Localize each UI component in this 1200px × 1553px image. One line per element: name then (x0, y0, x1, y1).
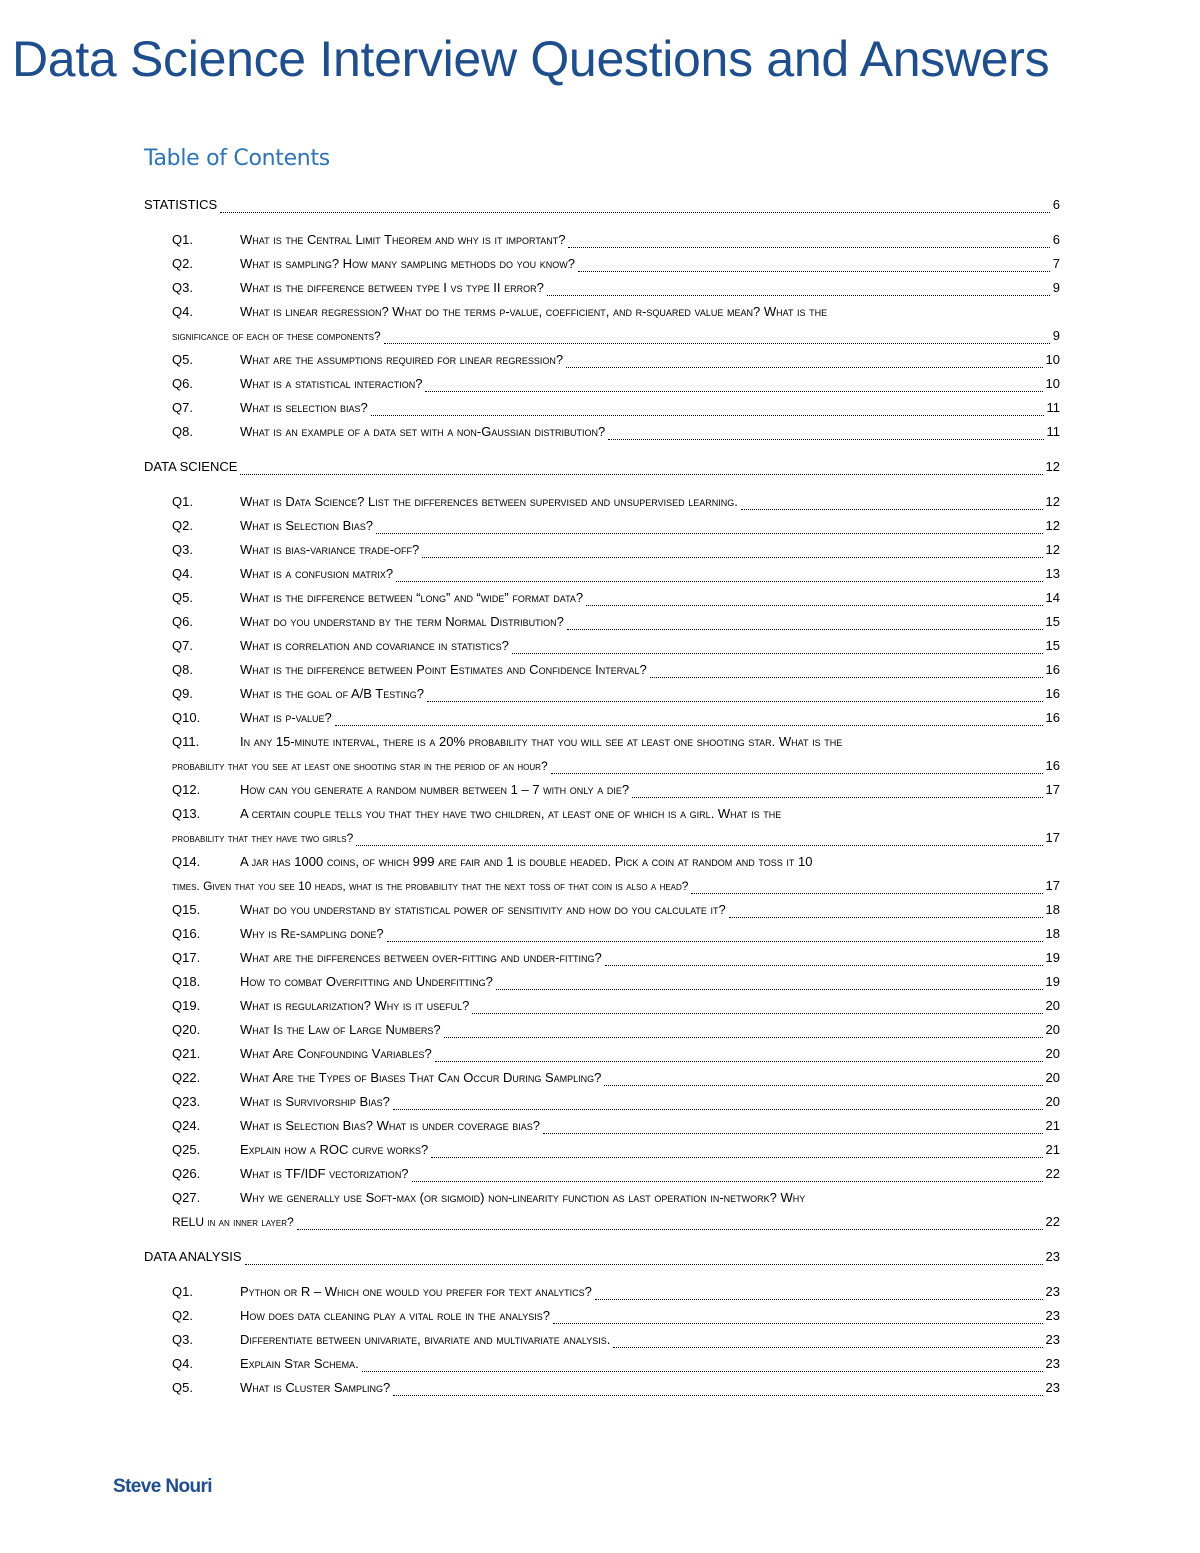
toc-entry-text: What is Selection Bias? (240, 518, 374, 533)
toc-page-number: 22 (1045, 1166, 1060, 1181)
toc-entry-number: Q5. (172, 352, 193, 367)
toc-leader-dots (472, 1012, 1042, 1014)
toc-entry[interactable] (144, 1166, 1060, 1186)
toc-entry-text: Python or R – Which one would you prefer for text analytics? (240, 1284, 592, 1299)
toc-entry[interactable] (144, 256, 1060, 276)
toc-leader-dots (396, 580, 1042, 582)
toc-page-number: 23 (1045, 1249, 1060, 1264)
toc-entry-number: Q5. (172, 590, 193, 605)
toc-entry-text: times. Given that you see 10 heads, what is the probability that the next toss of that coin is also a head? (172, 879, 689, 893)
toc-entry-number: Q1. (172, 232, 193, 247)
toc-entry[interactable] (144, 232, 1060, 252)
toc-entry[interactable] (144, 734, 1060, 754)
toc-page-number: 15 (1045, 614, 1060, 629)
toc-section-label: DATA ANALYSIS (144, 1249, 242, 1264)
toc-entry[interactable] (144, 1118, 1060, 1138)
toc-page-number: 15 (1045, 638, 1060, 653)
toc-entry-text: What Is the Law of Large Numbers? (240, 1022, 441, 1037)
toc-entry[interactable] (144, 1142, 1060, 1162)
toc-entry[interactable] (144, 638, 1060, 658)
toc-leader-dots (384, 342, 1050, 344)
toc-entry[interactable] (144, 998, 1060, 1018)
toc-page-number: 17 (1045, 830, 1060, 845)
toc-entry-number: Q3. (172, 1332, 193, 1347)
toc-entry[interactable] (144, 376, 1060, 396)
toc-entry[interactable] (144, 1356, 1060, 1376)
toc-entry-text: Why we generally use Soft-max (or sigmoid) non-linearity function as last operation in-network? Why (240, 1190, 806, 1205)
toc-page-number: 12 (1045, 459, 1060, 474)
toc-leader-dots (431, 1156, 1042, 1158)
toc-entry-number: Q11. (172, 734, 200, 749)
toc-page-number: 16 (1045, 662, 1060, 677)
toc-page-number: 23 (1045, 1332, 1060, 1347)
toc-entry[interactable] (144, 1308, 1060, 1328)
toc-entry[interactable] (144, 518, 1060, 538)
toc-entry[interactable] (144, 614, 1060, 634)
toc-leader-dots (356, 844, 1042, 846)
toc-entry-text: What Are Confounding Variables? (240, 1046, 432, 1061)
toc-page-number: 6 (1052, 197, 1060, 212)
toc-page-number: 10 (1045, 352, 1060, 367)
toc-leader-dots (553, 1322, 1043, 1324)
toc-entry[interactable] (144, 304, 1060, 324)
toc-leader-dots (605, 964, 1043, 966)
toc-leader-dots (729, 916, 1043, 918)
toc-entry-text: Explain Star Schema. (240, 1356, 359, 1371)
toc-entry-number: Q17. (172, 950, 201, 965)
toc-entry-text: What is Survivorship Bias? (240, 1094, 390, 1109)
toc-page-number: 21 (1045, 1118, 1060, 1133)
toc-page-number: 13 (1045, 566, 1060, 581)
toc-entry[interactable] (144, 1214, 1060, 1234)
toc-entry-number: Q2. (172, 256, 193, 271)
toc-section-entry[interactable] (144, 1249, 1060, 1269)
toc-entry-text: What is the goal of A/B Testing? (240, 686, 424, 701)
toc-entry-number: Q21. (172, 1046, 201, 1061)
toc-leader-dots (650, 676, 1043, 678)
toc-heading: Table of Contents (144, 146, 330, 171)
toc-leader-dots (566, 366, 1042, 368)
toc-page-number: 7 (1052, 256, 1060, 271)
toc-entry-text: A certain couple tells you that they have two children, at least one of which is a girl. What is the (240, 806, 782, 821)
toc-entry[interactable] (144, 352, 1060, 372)
toc-entry-text: What is an example of a data set with a non-Gaussian distribution? (240, 424, 606, 439)
toc-entry-text: probability that they have two girls? (172, 831, 354, 845)
toc-entry-number: Q20. (172, 1022, 201, 1037)
toc-entry-number: Q22. (172, 1070, 201, 1085)
toc-leader-dots (567, 628, 1043, 630)
toc-page-number: 12 (1045, 542, 1060, 557)
toc-entry-number: Q15. (172, 902, 201, 917)
toc-entry[interactable] (144, 782, 1060, 802)
toc-leader-dots (613, 1346, 1042, 1348)
toc-entry-text: What do you understand by statistical power of sensitivity and how do you calculate it? (240, 902, 726, 917)
toc-entry[interactable] (144, 542, 1060, 562)
toc-entry-text: Why is Re-sampling done? (240, 926, 384, 941)
toc-entry-number: Q26. (172, 1166, 201, 1181)
toc-leader-dots (422, 556, 1042, 558)
toc-page-number: 17 (1045, 782, 1060, 797)
toc-entry-number: Q1. (172, 1284, 193, 1299)
toc-entry-text: What is the Central Limit Theorem and why is it important? (240, 232, 566, 247)
toc-entry-text: What is sampling? How many sampling methods do you know? (240, 256, 575, 271)
toc-entry[interactable] (144, 328, 1060, 348)
toc-leader-dots (551, 772, 1043, 774)
toc-page-number: 20 (1045, 1022, 1060, 1037)
toc-leader-dots (586, 604, 1042, 606)
toc-page-number: 12 (1045, 494, 1060, 509)
toc-page-number: 21 (1045, 1142, 1060, 1157)
toc-leader-dots (425, 390, 1042, 392)
toc-entry-text: A jar has 1000 coins, of which 999 are fair and 1 is double headed. Pick a coin at random and toss it 10 (240, 854, 813, 869)
toc-entry[interactable] (144, 686, 1060, 706)
toc-page-number: 20 (1045, 998, 1060, 1013)
toc-leader-dots (512, 652, 1043, 654)
toc-page-number: 16 (1045, 686, 1060, 701)
toc-entry[interactable] (144, 494, 1060, 514)
toc-page-number: 20 (1045, 1070, 1060, 1085)
toc-entry[interactable] (144, 424, 1060, 444)
toc-leader-dots (245, 1263, 1043, 1265)
toc-entry-number: Q24. (172, 1118, 201, 1133)
toc-entry-text: In any 15-minute interval, there is a 20% probability that you will see at least one shooting star. What is the (240, 734, 843, 749)
toc-entry-text: What is p-value? (240, 710, 332, 725)
toc-leader-dots (547, 294, 1050, 296)
toc-entry-text: What are the assumptions required for linear regression? (240, 352, 564, 367)
toc-entry-number: Q12. (172, 782, 201, 797)
toc-entry-number: Q14. (172, 854, 201, 869)
toc-entry[interactable] (144, 710, 1060, 730)
toc-entry-text: What is the difference between Point Estimates and Confidence Interval? (240, 662, 647, 677)
toc-entry-text: What is regularization? Why is it useful? (240, 998, 470, 1013)
toc-page-number: 19 (1045, 950, 1060, 965)
toc-entry-text: What is linear regression? What do the terms p-value, coefficient, and r-squared value mean? What is the (240, 304, 828, 319)
toc-leader-dots (608, 438, 1043, 440)
toc-entry[interactable] (144, 974, 1060, 994)
toc-entry-number: Q7. (172, 400, 193, 415)
toc-entry-text: What are the differences between over-fitting and under-fitting? (240, 950, 602, 965)
toc-page-number: 18 (1045, 902, 1060, 917)
toc-section-entry[interactable] (144, 459, 1060, 479)
toc-entry[interactable] (144, 878, 1060, 898)
toc-page-number: 12 (1045, 518, 1060, 533)
toc-entry[interactable] (144, 1332, 1060, 1352)
toc-entry-number: Q13. (172, 806, 201, 821)
toc-entry-number: Q4. (172, 566, 193, 581)
toc-entry-number: Q19. (172, 998, 201, 1013)
toc-leader-dots (387, 940, 1043, 942)
toc-entry-text: How to combat Overfitting and Underfitting? (240, 974, 493, 989)
toc-leader-dots (240, 473, 1042, 475)
toc-entry-text: significance of each of these components? (172, 329, 381, 343)
toc-leader-dots (691, 892, 1042, 894)
toc-entry-number: Q6. (172, 614, 193, 629)
toc-page-number: 19 (1045, 974, 1060, 989)
toc-leader-dots (568, 246, 1049, 248)
toc-entry-text: How can you generate a random number between 1 – 7 with only a die? (240, 782, 630, 797)
toc-entry[interactable] (144, 590, 1060, 610)
toc-entry[interactable] (144, 280, 1060, 300)
toc-entry[interactable] (144, 662, 1060, 682)
toc-entry[interactable] (144, 1070, 1060, 1090)
toc-page-number: 10 (1045, 376, 1060, 391)
toc-entry-text: What is Selection Bias? What is under coverage bias? (240, 1118, 540, 1133)
toc-entry[interactable] (144, 758, 1060, 778)
toc-entry-text: What is the difference between type I vs type II error? (240, 280, 544, 295)
toc-entry-text: What is a confusion matrix? (240, 566, 394, 581)
toc-entry[interactable] (144, 926, 1060, 946)
toc-entry-text: Differentiate between univariate, bivariate and multivariate analysis. (240, 1332, 611, 1347)
footer-author: Steve Nouri (113, 1476, 212, 1497)
toc-entry-number: Q16. (172, 926, 201, 941)
toc-leader-dots (543, 1132, 1043, 1134)
toc-entry-number: Q2. (172, 1308, 193, 1323)
toc-leader-dots (220, 211, 1050, 213)
toc-entry-text: What is a statistical interaction? (240, 376, 423, 391)
toc-entry-number: Q3. (172, 542, 193, 557)
toc-section-entry[interactable] (144, 197, 1060, 217)
toc-entry[interactable] (144, 1284, 1060, 1304)
toc-page-number: 23 (1045, 1356, 1060, 1371)
toc-leader-dots (741, 508, 1043, 510)
toc-entry-text: What is selection bias? (240, 400, 368, 415)
toc-entry-number: Q23. (172, 1094, 201, 1109)
toc-entry-number: Q27. (172, 1190, 201, 1205)
toc-entry-number: Q8. (172, 662, 193, 677)
toc-page-number: 23 (1045, 1308, 1060, 1323)
toc-entry-number: Q4. (172, 1356, 193, 1371)
toc-entry[interactable] (144, 950, 1060, 970)
toc-entry-number: Q3. (172, 280, 193, 295)
toc-entry[interactable] (144, 566, 1060, 586)
toc-leader-dots (297, 1228, 1043, 1230)
toc-entry-number: Q9. (172, 686, 193, 701)
toc-entry[interactable] (144, 854, 1060, 874)
toc-entry[interactable] (144, 1046, 1060, 1066)
toc-entry-number: Q7. (172, 638, 193, 653)
toc-leader-dots (376, 532, 1043, 534)
toc-entry-text: probability that you see at least one shooting star in the period of an hour? (172, 759, 548, 773)
toc-entry-number: Q8. (172, 424, 193, 439)
toc-entry-text: What is correlation and covariance in statistics? (240, 638, 509, 653)
toc-page-number: 16 (1045, 710, 1060, 725)
toc-page-number: 16 (1045, 758, 1060, 773)
toc-entry[interactable] (144, 1380, 1060, 1400)
toc-leader-dots (496, 988, 1043, 990)
toc-entry-number: Q5. (172, 1380, 193, 1395)
toc-page-number: 14 (1045, 590, 1060, 605)
toc-leader-dots (595, 1298, 1043, 1300)
toc-page-number: 22 (1045, 1214, 1060, 1229)
document-title: Data Science Interview Questions and Answers (12, 31, 1050, 87)
toc-page-number: 17 (1045, 878, 1060, 893)
toc-entry-text: What is TF/IDF vectorization? (240, 1166, 409, 1181)
toc-entry[interactable] (144, 902, 1060, 922)
toc-leader-dots (632, 796, 1042, 798)
toc-leader-dots (393, 1394, 1042, 1396)
toc-entry-text: RELU in an inner layer? (172, 1215, 294, 1229)
toc-entry-number: Q4. (172, 304, 193, 319)
toc-page-number: 20 (1045, 1094, 1060, 1109)
toc-leader-dots (393, 1108, 1043, 1110)
toc-entry-text: What is Data Science? List the differences between supervised and unsupervised learning. (240, 494, 738, 509)
toc-entry-number: Q1. (172, 494, 193, 509)
toc-entry-number: Q6. (172, 376, 193, 391)
toc-entry-number: Q2. (172, 518, 193, 533)
toc-leader-dots (335, 724, 1043, 726)
toc-page-number: 9 (1052, 328, 1060, 343)
toc-entry-number: Q10. (172, 710, 201, 725)
toc-entry[interactable] (144, 1190, 1060, 1210)
toc-entry[interactable] (144, 830, 1060, 850)
toc-page-number: 23 (1045, 1380, 1060, 1395)
toc-entry[interactable] (144, 806, 1060, 826)
toc-entry-number: Q25. (172, 1142, 201, 1157)
toc-leader-dots (578, 270, 1050, 272)
toc-entry-text: What is Cluster Sampling? (240, 1380, 391, 1395)
toc-leader-dots (435, 1060, 1043, 1062)
toc-page-number: 11 (1046, 424, 1060, 439)
toc-leader-dots (427, 700, 1043, 702)
toc-page-number: 18 (1045, 926, 1060, 941)
toc-leader-dots (371, 414, 1044, 416)
toc-entry-text: What do you understand by the term Normal Distribution? (240, 614, 564, 629)
toc-leader-dots (362, 1370, 1043, 1372)
toc-leader-dots (604, 1084, 1042, 1086)
toc-entry-text: What Are the Types of Biases That Can Occur During Sampling? (240, 1070, 602, 1085)
toc-page-number: 20 (1045, 1046, 1060, 1061)
toc-entry-text: How does data cleaning play a vital role in the analysis? (240, 1308, 550, 1323)
toc-entry[interactable] (144, 1022, 1060, 1042)
toc-entry-text: What is bias-variance trade-off? (240, 542, 420, 557)
toc-section-label: STATISTICS (144, 197, 218, 212)
toc-leader-dots (412, 1180, 1043, 1182)
toc-entry-text: What is the difference between “long” and “wide” format data? (240, 590, 584, 605)
toc-page-number: 23 (1045, 1284, 1060, 1299)
toc-leader-dots (444, 1036, 1043, 1038)
toc-entry-number: Q18. (172, 974, 201, 989)
toc-entry[interactable] (144, 400, 1060, 420)
toc-page-number: 6 (1052, 232, 1060, 247)
toc-page-number: 11 (1046, 400, 1060, 415)
toc-page-number: 9 (1052, 280, 1060, 295)
toc-section-label: DATA SCIENCE (144, 459, 238, 474)
toc-entry[interactable] (144, 1094, 1060, 1114)
toc-entry-text: Explain how a ROC curve works? (240, 1142, 429, 1157)
